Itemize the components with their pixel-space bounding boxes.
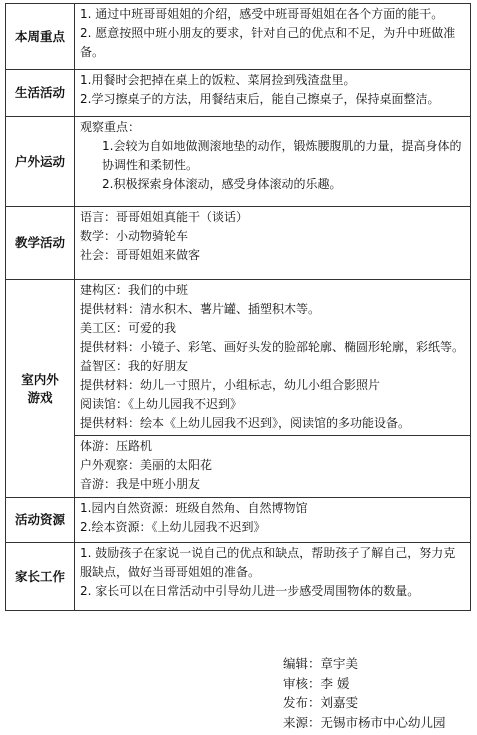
indoor-games-line-8: 提供材料：绘本《上幼儿园我不迟到》，阅读馆的多功能设备。 xyxy=(80,416,411,430)
row-parent-work xyxy=(6,543,471,611)
indoor-games-line-2: 提供材料：清水积木、薯片罐、插塑积木等。 xyxy=(80,302,321,316)
parent-work-content xyxy=(75,543,471,611)
outdoor-sports-content xyxy=(75,117,471,207)
row-label-life-activities: 生活活动 xyxy=(6,70,75,117)
indoor-games-line-4: 提供材料：小镜子、彩笔、画好头发的脸部轮廓、椭圆形轮廓，彩纸等。 xyxy=(80,340,465,354)
outdoor-games-line-1: 体游：压路机 xyxy=(80,439,153,453)
parent-work-line-2: 2. 家长可以在日常活动中引导幼儿进一步感受周围物体的数量。 xyxy=(80,584,420,598)
indoor-games-line-1: 建构区：我们的中班 xyxy=(80,283,189,297)
indoor-games-line-7: 阅读馆：《上幼儿园我不迟到》 xyxy=(80,397,243,411)
row-weekly-focus xyxy=(6,4,471,70)
row-label-activity-resources: 活动资源 xyxy=(6,498,75,543)
credit-publisher: 发布：刘嘉雯 xyxy=(283,695,359,710)
row-teaching-activities xyxy=(6,207,471,280)
weekly-focus-line-2: 2. 愿意按照中班小朋友的要求，针对自己的优点和不足，为升中班做准备。 xyxy=(80,26,456,59)
row-label-parent-work: 家长工作 xyxy=(6,543,75,611)
row-outdoor-games xyxy=(6,436,471,498)
row-outdoor-sports xyxy=(6,117,471,207)
activity-resources-content xyxy=(75,498,471,543)
row-life-activities xyxy=(6,70,471,117)
credit-reviewer: 审核：李 媛 xyxy=(283,675,350,691)
outdoor-games-content xyxy=(75,436,471,498)
teaching-activities-content xyxy=(75,207,471,280)
outdoor-games-line-3: 音游：我是中班小朋友 xyxy=(80,477,201,491)
weekly-plan-table xyxy=(5,3,471,611)
games-label-line-1: 室内外 xyxy=(21,371,59,387)
row-label-teaching-activities: 教学活动 xyxy=(6,207,75,280)
indoor-games-line-5: 益智区：我的好朋友 xyxy=(80,359,189,373)
indoor-games-content xyxy=(75,280,471,436)
credit-editor: 编辑：章宇美 xyxy=(283,656,359,671)
row-indoor-outdoor-games xyxy=(6,280,471,436)
teaching-line-2: 数学：小动物骑轮车 xyxy=(80,229,189,243)
teaching-line-1: 语言：哥哥姐姐真能干（谈话） xyxy=(80,210,249,224)
games-label-line-2: 游戏 xyxy=(27,389,53,405)
row-label-games xyxy=(6,280,75,498)
outdoor-sports-line-1: 观察重点： xyxy=(80,120,141,134)
row-activity-resources xyxy=(6,498,471,543)
outdoor-games-line-2: 户外观察：美丽的太阳花 xyxy=(80,458,213,472)
row-label-outdoor-sports: 户外运动 xyxy=(6,117,75,207)
life-activities-line-1: 1.用餐时会把掉在桌上的饭粒、菜屑捡到残渣盘里。 xyxy=(80,73,356,87)
parent-work-line-1: 1. 鼓励孩子在家说一说自己的优点和缺点，帮助孩子了解自己，努力克服缺点，做好当哥哥姐姐的准备。 xyxy=(80,546,456,579)
life-activities-content xyxy=(75,70,471,117)
weekly-focus-line-1: 1. 通过中班哥哥姐姐的介绍，感受中班哥哥姐姐在各个方面的能干。 xyxy=(80,7,444,21)
life-activities-line-2: 2.学习擦桌子的方法，用餐结束后，能自己擦桌子，保持桌面整洁。 xyxy=(80,92,440,106)
credit-source: 来源：无锡市杨市中心幼儿园 xyxy=(283,714,446,730)
resources-line-1: 1.园内自然资源：班级自然角、自然博物馆 xyxy=(80,501,308,515)
indoor-games-line-6: 提供材料：幼儿一寸照片，小组标志，幼儿小组合影照片 xyxy=(80,378,381,392)
outdoor-sports-line-3: 2.积极探索身体滚动，感受身体滚动的乐趣。 xyxy=(102,177,342,191)
indoor-games-line-3: 美工区：可爱的我 xyxy=(80,321,177,335)
credits-block xyxy=(283,654,446,732)
row-label-weekly-focus: 本周重点 xyxy=(6,4,75,70)
teaching-line-3: 社会：哥哥姐姐来做客 xyxy=(80,248,201,262)
weekly-focus-content xyxy=(75,4,471,70)
outdoor-sports-line-2: 1.会较为自如地做测滚地垫的动作，锻炼腰腹肌的力量，提高身体的协调性和柔韧性。 xyxy=(102,139,462,172)
resources-line-2: 2.绘本资源：《上幼儿园我不迟到》 xyxy=(80,520,266,534)
